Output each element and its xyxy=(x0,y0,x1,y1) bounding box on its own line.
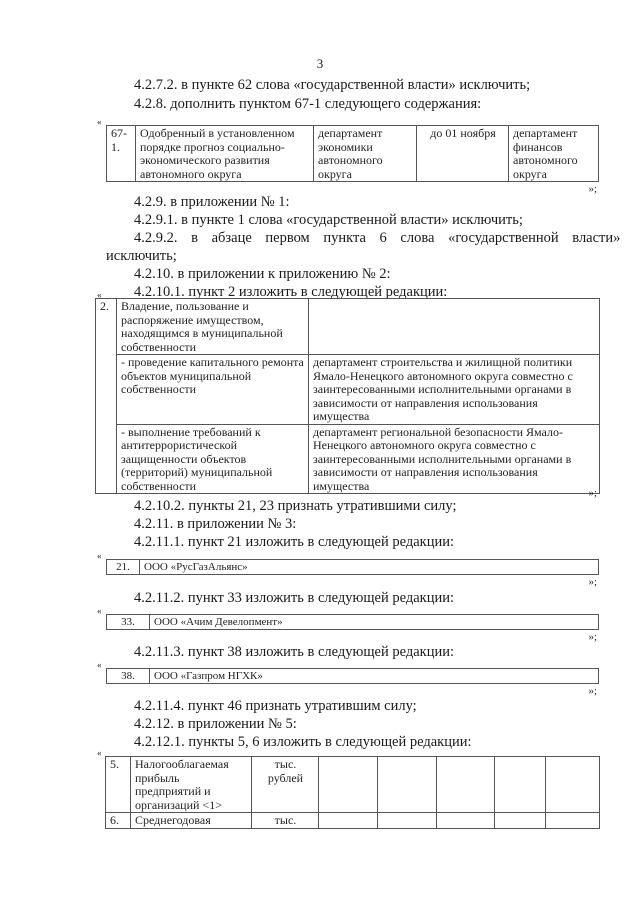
cell-deadline: до 01 ноября xyxy=(417,126,509,182)
table-item-67-1 xyxy=(106,125,599,182)
table-row xyxy=(96,424,600,494)
table-item-21 xyxy=(106,559,599,575)
open-quote: « xyxy=(97,748,102,758)
cell-value xyxy=(495,757,546,813)
cell-responsible: департамент строительства и жилищной политики Ямало-Ненецкого автономного округа совместно с заинтересованными исполнительными органами в зависимости от направления использования имущества xyxy=(309,355,600,425)
cell-number: 38. xyxy=(107,669,150,684)
paragraph-4-2-12-1: 4.2.12.1. пункты 5, 6 изложить в следующей редакции: xyxy=(134,734,472,750)
close-quote: »; xyxy=(588,631,597,643)
table-item-38 xyxy=(106,668,599,684)
table-items-5-6 xyxy=(105,756,600,829)
table-row xyxy=(107,615,599,630)
cell-indicator: Налогооблагаемая прибыль предприятий и организаций <1> xyxy=(131,757,252,813)
table-row xyxy=(107,126,599,182)
cell-value xyxy=(378,813,437,829)
cell-value xyxy=(495,813,546,829)
cell-responsible xyxy=(309,299,600,355)
paragraph-4-2-7-2: 4.2.7.2. в пункте 62 слова «государственной власти» исключить; xyxy=(134,77,531,93)
cell-indicator: Среднегодовая xyxy=(131,813,252,829)
open-quote: « xyxy=(97,290,102,300)
open-quote: « xyxy=(97,660,102,670)
open-quote: « xyxy=(97,117,102,127)
table-row xyxy=(106,813,600,829)
paragraph-4-2-12: 4.2.12. в приложении № 5: xyxy=(134,716,297,732)
open-quote: « xyxy=(97,606,102,616)
cell-responsible: департамент региональной безопасности Ямало-Ненецкого автономного округа совместно с заинтересованными исполнительными органами в зависимости от направления использования имущества xyxy=(309,424,600,494)
cell-number: 21. xyxy=(107,560,140,575)
cell-source: департамент экономики автономного округа xyxy=(314,126,417,182)
paragraph-4-2-11-1: 4.2.11.1. пункт 21 изложить в следующей редакции: xyxy=(134,534,455,550)
paragraph-4-2-11: 4.2.11. в приложении № 3: xyxy=(134,516,297,532)
cell-value xyxy=(319,757,378,813)
close-quote: »; xyxy=(588,487,597,499)
cell-value xyxy=(378,757,437,813)
cell-value xyxy=(437,757,495,813)
paragraph-4-2-10-1: 4.2.10.1. пункт 2 изложить в следующей редакции: xyxy=(134,284,448,300)
paragraph-4-2-11-4: 4.2.11.4. пункт 46 признать утратившим силу; xyxy=(134,698,417,714)
cell-number: 2. xyxy=(96,299,117,494)
cell-recipient: департамент финансов автономного округа xyxy=(509,126,599,182)
table-item-33 xyxy=(106,614,599,630)
cell-unit: тыс. xyxy=(252,813,319,829)
cell-number: 5. xyxy=(106,757,131,813)
table-row xyxy=(96,355,600,425)
paragraph-4-2-9-1: 4.2.9.1. в пункте 1 слова «государственной власти» исключить; xyxy=(134,212,523,228)
cell-number: 6. xyxy=(106,813,131,829)
paragraph-4-2-10: 4.2.10. в приложении к приложению № 2: xyxy=(134,266,391,282)
open-quote: « xyxy=(97,551,102,561)
cell-name: ООО «РусГазАльянс» xyxy=(140,560,599,575)
paragraph-4-2-10-2: 4.2.10.2. пункты 21, 23 признать утратившими силу; xyxy=(134,498,457,514)
cell-value xyxy=(319,813,378,829)
close-quote: »; xyxy=(588,183,597,195)
cell-name: - проведение капитального ремонта объектов муниципальной собственности xyxy=(117,355,309,425)
table-row xyxy=(96,299,600,355)
page-number: 3 xyxy=(316,56,324,71)
cell-value xyxy=(546,757,600,813)
table-item-2 xyxy=(95,298,600,494)
cell-name: - выполнение требований к антитеррористической защищенности объектов (территорий) муниципальной собственности xyxy=(117,424,309,494)
paragraph-4-2-8: 4.2.8. дополнить пунктом 67-1 следующего содержания: xyxy=(134,96,482,112)
cell-name: ООО «Газпром НГХК» xyxy=(150,669,599,684)
paragraph-4-2-11-2: 4.2.11.2. пункт 33 изложить в следующей редакции: xyxy=(134,590,455,606)
cell-name: ООО «Ачим Девелопмент» xyxy=(150,615,599,630)
paragraph-4-2-11-3: 4.2.11.3. пункт 38 изложить в следующей редакции: xyxy=(134,644,455,660)
cell-value xyxy=(546,813,600,829)
paragraph-4-2-9-2: 4.2.9.2. в абзаце первом пункта 6 слова «государственной власти» xyxy=(134,230,621,246)
paragraph-4-2-9: 4.2.9. в приложении № 1: xyxy=(134,194,290,210)
cell-number: 67-1. xyxy=(107,126,136,182)
close-quote: »; xyxy=(588,685,597,697)
cell-indicator: Одобренный в установленном порядке прогноз социально-экономического развития автономного округа xyxy=(136,126,314,182)
cell-unit: тыс. рублей xyxy=(252,757,319,813)
cell-name: Владение, пользование и распоряжение имуществом, находящимся в муниципальной собственности xyxy=(117,299,309,355)
cell-value xyxy=(437,813,495,829)
close-quote: »; xyxy=(588,576,597,588)
table-row xyxy=(107,560,599,575)
table-row xyxy=(106,757,600,813)
cell-number: 33. xyxy=(107,615,150,630)
paragraph-4-2-9-2-cont: исключить; xyxy=(106,248,177,264)
table-row xyxy=(107,669,599,684)
